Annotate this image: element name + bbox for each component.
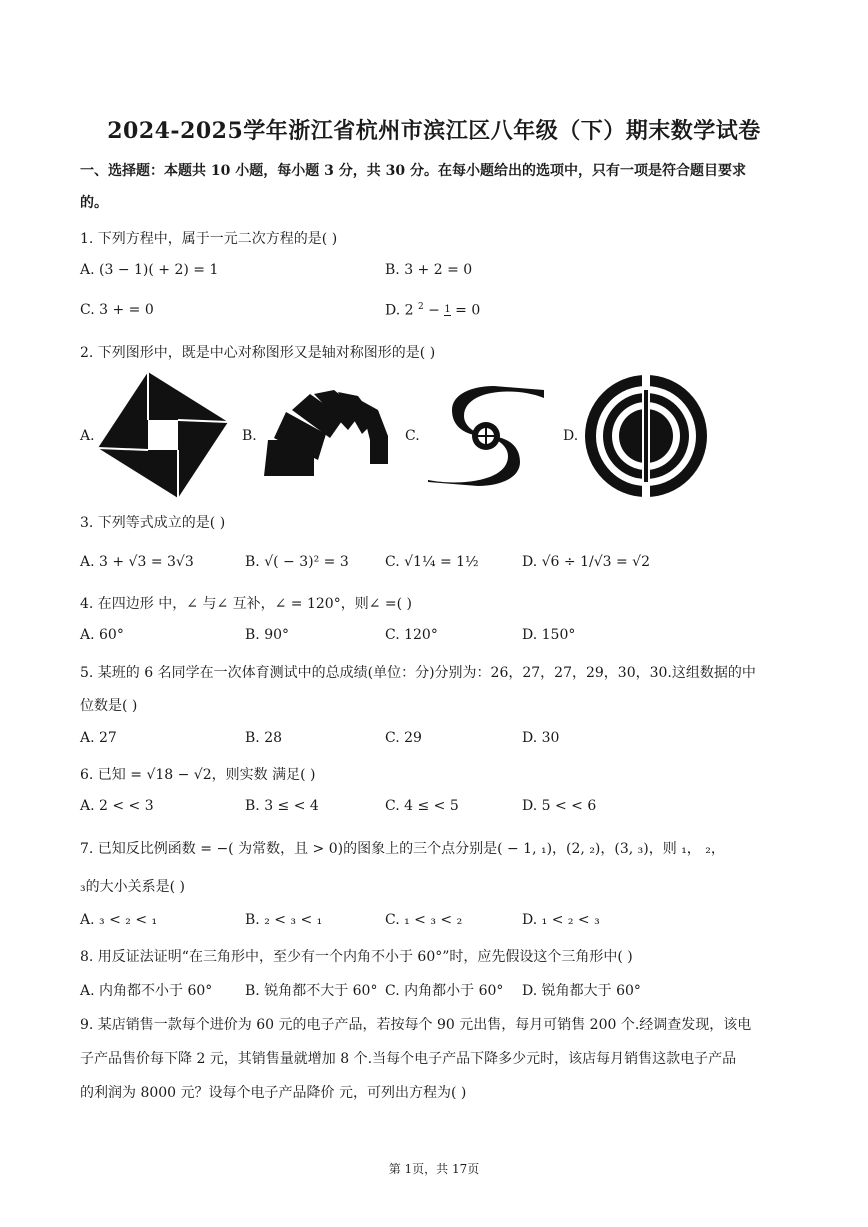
q2-figure-c [424,386,548,486]
q6-option-d: D. 5 < < 6 [522,798,597,814]
q5-option-d: D. 30 [522,730,560,746]
q2-label-d: D. [563,428,579,444]
q7-option-b: B. ₂ < ₃ < ₁ [245,912,323,928]
q7-stem-line2: ₃的大小关系是( ) [80,879,185,895]
q2-label-b: B. [242,428,257,444]
q1-option-d: D. 2 $^2$ − 1 = 0 [385,302,481,319]
q2-figure-d [584,374,708,498]
q4-option-a: A. 60° [80,627,124,643]
q8-stem: 8. 用反证法证明“在三角形中，至少有一个内角不小于 60°”时，应先假设这个三角形中( ) [80,949,633,965]
q6-option-c: C. 4 ≤ < 5 [385,798,459,814]
q9-stem-line2: 子产品售价每下降 2 元，其销售量就增加 8 个.当每个电子产品下降多少元时，该店每月销售这款电子产品 [80,1051,737,1067]
section-heading-line2: 的。 [80,195,108,211]
q1-option-a: A. (3 − 1)( + 2) = 1 [80,262,219,278]
q8-option-d: D. 锐角都大于 60° [522,983,641,999]
q3-option-b: B. √( − 3)² = 3 [245,554,349,570]
q8-option-c: C. 内角都小于 60° [385,983,504,999]
q1-option-c: C. 3 + = 0 [80,302,154,318]
q4-option-c: C. 120° [385,627,438,643]
q5-option-c: C. 29 [385,730,422,746]
q7-option-a: A. ₃ < ₂ < ₁ [80,912,158,928]
q6-stem: 6. 已知 = √18 − √2，则实数 满足( ) [80,767,316,783]
q1-option-b: B. 3 + 2 = 0 [385,262,473,278]
q2-label-a: A. [80,428,95,444]
q2-label-c: C. [405,428,420,444]
q6-option-b: B. 3 ≤ < 4 [245,798,319,814]
q5-stem-line2: 位数是( ) [80,698,138,714]
section-heading-line1: 一、选择题：本题共 10 小题，每小题 3 分，共 30 分。在每小题给出的选项中，只有一项是符合题目要求 [80,163,746,179]
q7-option-c: C. ₁ < ₃ < ₂ [385,912,463,928]
q9-stem-line1: 9. 某店销售一款每个进价为 60 元的电子产品，若按每个 90 元出售，每月可销售 200 个.经调查发现，该电 [80,1017,752,1033]
page-footer: 第 1页，共 17页 [388,1162,480,1176]
q3-option-d: D. √6 ÷ 1/√3 = √2 [522,554,650,570]
q2-stem: 2. 下列图形中，既是中心对称图形又是轴对称图形的是( ) [80,345,436,361]
q8-option-a: A. 内角都不小于 60° [80,983,213,999]
q5-option-a: A. 27 [80,730,117,746]
q7-stem-line1: 7. 已知反比例函数 = −( 为常数，且 > 0)的图象上的三个点分别是( − 1, ₁)，(2, ₂)，(3, ₃)，则 ₁， ₂， [80,841,725,857]
q8-option-b: B. 锐角都不大于 60° [245,983,378,999]
q4-stem: 4. 在四边形 中，∠ 与∠ 互补，∠ = 120°，则∠ =( ) [80,596,412,612]
q3-stem: 3. 下列等式成立的是( ) [80,515,226,531]
q5-option-b: B. 28 [245,730,283,746]
q3-option-c: C. √1¼ = 1½ [385,554,479,570]
page-title: 2024-2025学年浙江省杭州市滨江区八年级（下）期末数学试卷 [107,118,761,144]
q4-option-b: B. 90° [245,627,290,643]
q1-stem: 1. 下列方程中，属于一元二次方程的是( ) [80,231,338,247]
q5-stem-line1: 5. 某班的 6 名同学在一次体育测试中的总成绩(单位：分)分别为：26，27，27，29，30，30.这组数据的中 [80,665,756,681]
q4-option-d: D. 150° [522,627,576,643]
q3-option-a: A. 3 + √3 = 3√3 [80,554,194,570]
q6-option-a: A. 2 < < 3 [80,798,154,814]
q2-figure-a [98,372,228,498]
q2-figure-b [262,390,392,480]
q7-option-d: D. ₁ < ₂ < ₃ [522,912,600,928]
q9-stem-line3: 的利润为 8000 元？设每个电子产品降价 元，可列出方程为( ) [80,1085,467,1101]
